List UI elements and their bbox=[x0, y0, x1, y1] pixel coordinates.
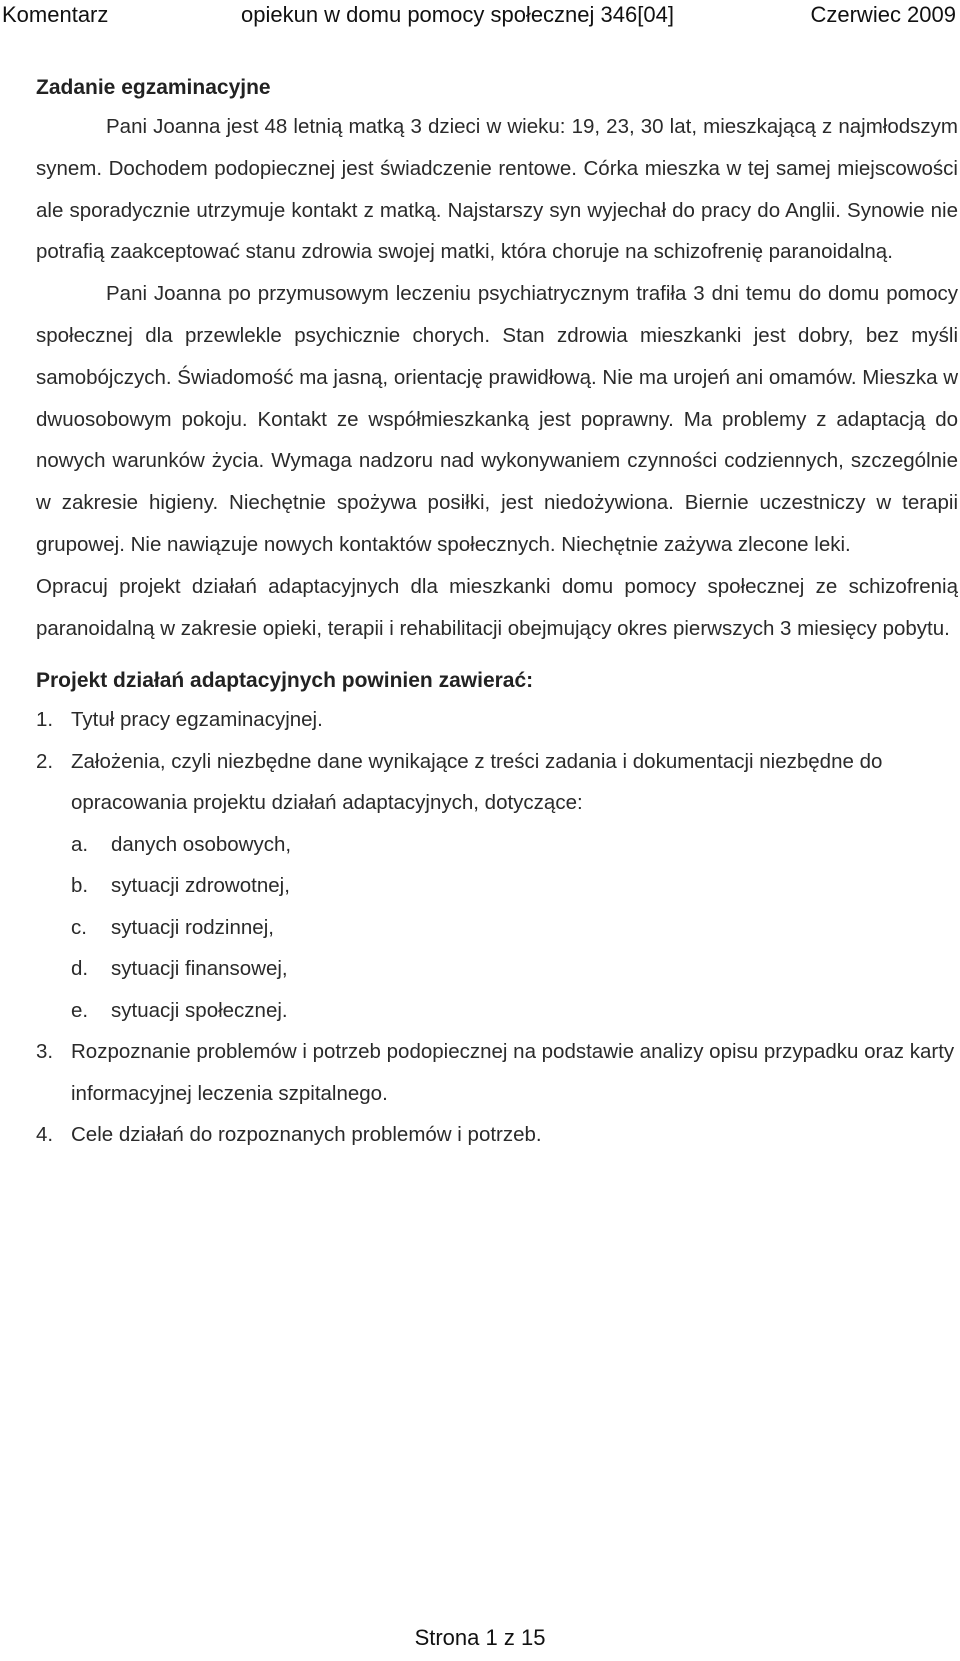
page-header bbox=[0, 0, 960, 36]
sublist-item-text: sytuacji finansowej, bbox=[111, 957, 288, 981]
sublist-item-text: sytuacji rodzinnej, bbox=[111, 915, 274, 939]
list-item bbox=[36, 1031, 958, 1114]
sublist-item bbox=[71, 907, 958, 949]
list-item-number: 1. bbox=[36, 708, 54, 732]
list-item bbox=[36, 1114, 958, 1156]
list-item-number: 4. bbox=[36, 1123, 54, 1147]
page-number: Strona 1 z 15 bbox=[414, 1625, 546, 1650]
sublist-item-text: sytuacji społecznej. bbox=[111, 998, 288, 1022]
list-item-text: Cele działań do rozpoznanych problemów i potrzeb. bbox=[71, 1123, 542, 1147]
task-paragraph-1: Pani Joanna jest 48 letnią matką 3 dzieci w wieku: 19, 23, 30 lat, mieszkającą z najmłodszym synem. Dochodem podopiecznej jest świadczenie rentowe. Córka mieszka w tej samej miejscowości ale sporadycznie utrzymuje kontakt z matką. Najstarszy syn wyjechał do pracy do Anglii. Synowie nie potrafią zaakceptować stanu zdrowia swojej matki, która choruje na schizofrenię paranoidalną. bbox=[36, 115, 958, 264]
document-body bbox=[36, 70, 958, 1156]
sublist-item-letter: a. bbox=[71, 832, 89, 856]
list-item-text: Założenia, czyli niezbędne dane wynikające z treści zadania i dokumentacji niezbędne do opracowania projektu działań adaptacyjnych, dotyczące: bbox=[71, 749, 883, 815]
task-paragraph-3: Opracuj projekt działań adaptacyjnych dla mieszkanki domu pomocy społecznej ze schizofrenią paranoidalną w zakresie opieki, terapii i rehabilitacji obejmujący okres pierwszych 3 miesięcy pobytu. bbox=[36, 574, 958, 640]
sublist-item bbox=[71, 824, 958, 866]
header-date: Czerwiec 2009 bbox=[810, 2, 956, 27]
sublist-item-text: danych osobowych, bbox=[111, 832, 292, 856]
list-item-number: 2. bbox=[36, 749, 54, 773]
header-exam-title: opiekun w domu pomocy społecznej 346[04] bbox=[241, 2, 674, 27]
list-item-number: 3. bbox=[36, 1040, 54, 1064]
header-document-type: Komentarz bbox=[2, 2, 109, 27]
list-item-text: Tytuł pracy egzaminacyjnej. bbox=[71, 708, 323, 732]
assumptions-sublist bbox=[71, 824, 958, 1032]
sublist-item bbox=[71, 990, 958, 1032]
list-item bbox=[36, 699, 958, 741]
sublist-item-text: sytuacji zdrowotnej, bbox=[111, 874, 290, 898]
project-title: Projekt działań adaptacyjnych powinien zawierać: bbox=[36, 669, 534, 693]
sublist-item bbox=[71, 865, 958, 907]
sublist-item-letter: e. bbox=[71, 998, 89, 1022]
list-item-text: Rozpoznanie problemów i potrzeb podopiecznej na podstawie analizy opisu przypadku oraz karty informacyjnej leczenia szpitalnego. bbox=[71, 1040, 955, 1105]
task-paragraph-2: Pani Joanna po przymusowym leczeniu psychiatrycznym trafiła 3 dni temu do domu pomocy społecznej dla przewlekle psychicznie chorych. Stan zdrowia mieszkanki jest dobry, bez myśli samobójczych. Świadomość ma jasną, orientację prawidłową. Nie ma urojeń ani omamów. Mieszka w dwuosobowym pokoju. Kontakt ze współmieszkanką jest poprawny. Ma problemy z adaptacją do nowych warunków życia. Wymaga nadzoru nad wykonywaniem czynności codziennych, szczególnie w zakresie higieny. Niechętnie spożywa posiłki, jest niedożywiona. Biernie uczestniczy w terapii grupowej. Nie nawiązuje nowych kontaktów społecznych. Niechętnie zażywa zlecone leki. bbox=[36, 282, 958, 556]
sublist-item-letter: d. bbox=[71, 957, 89, 981]
list-item bbox=[36, 741, 958, 1032]
sublist-item-letter: c. bbox=[71, 915, 87, 939]
task-title: Zadanie egzaminacyjne bbox=[36, 76, 271, 99]
sublist-item-letter: b. bbox=[71, 874, 89, 898]
sublist-item bbox=[71, 948, 958, 990]
project-requirements-list bbox=[36, 699, 958, 1156]
